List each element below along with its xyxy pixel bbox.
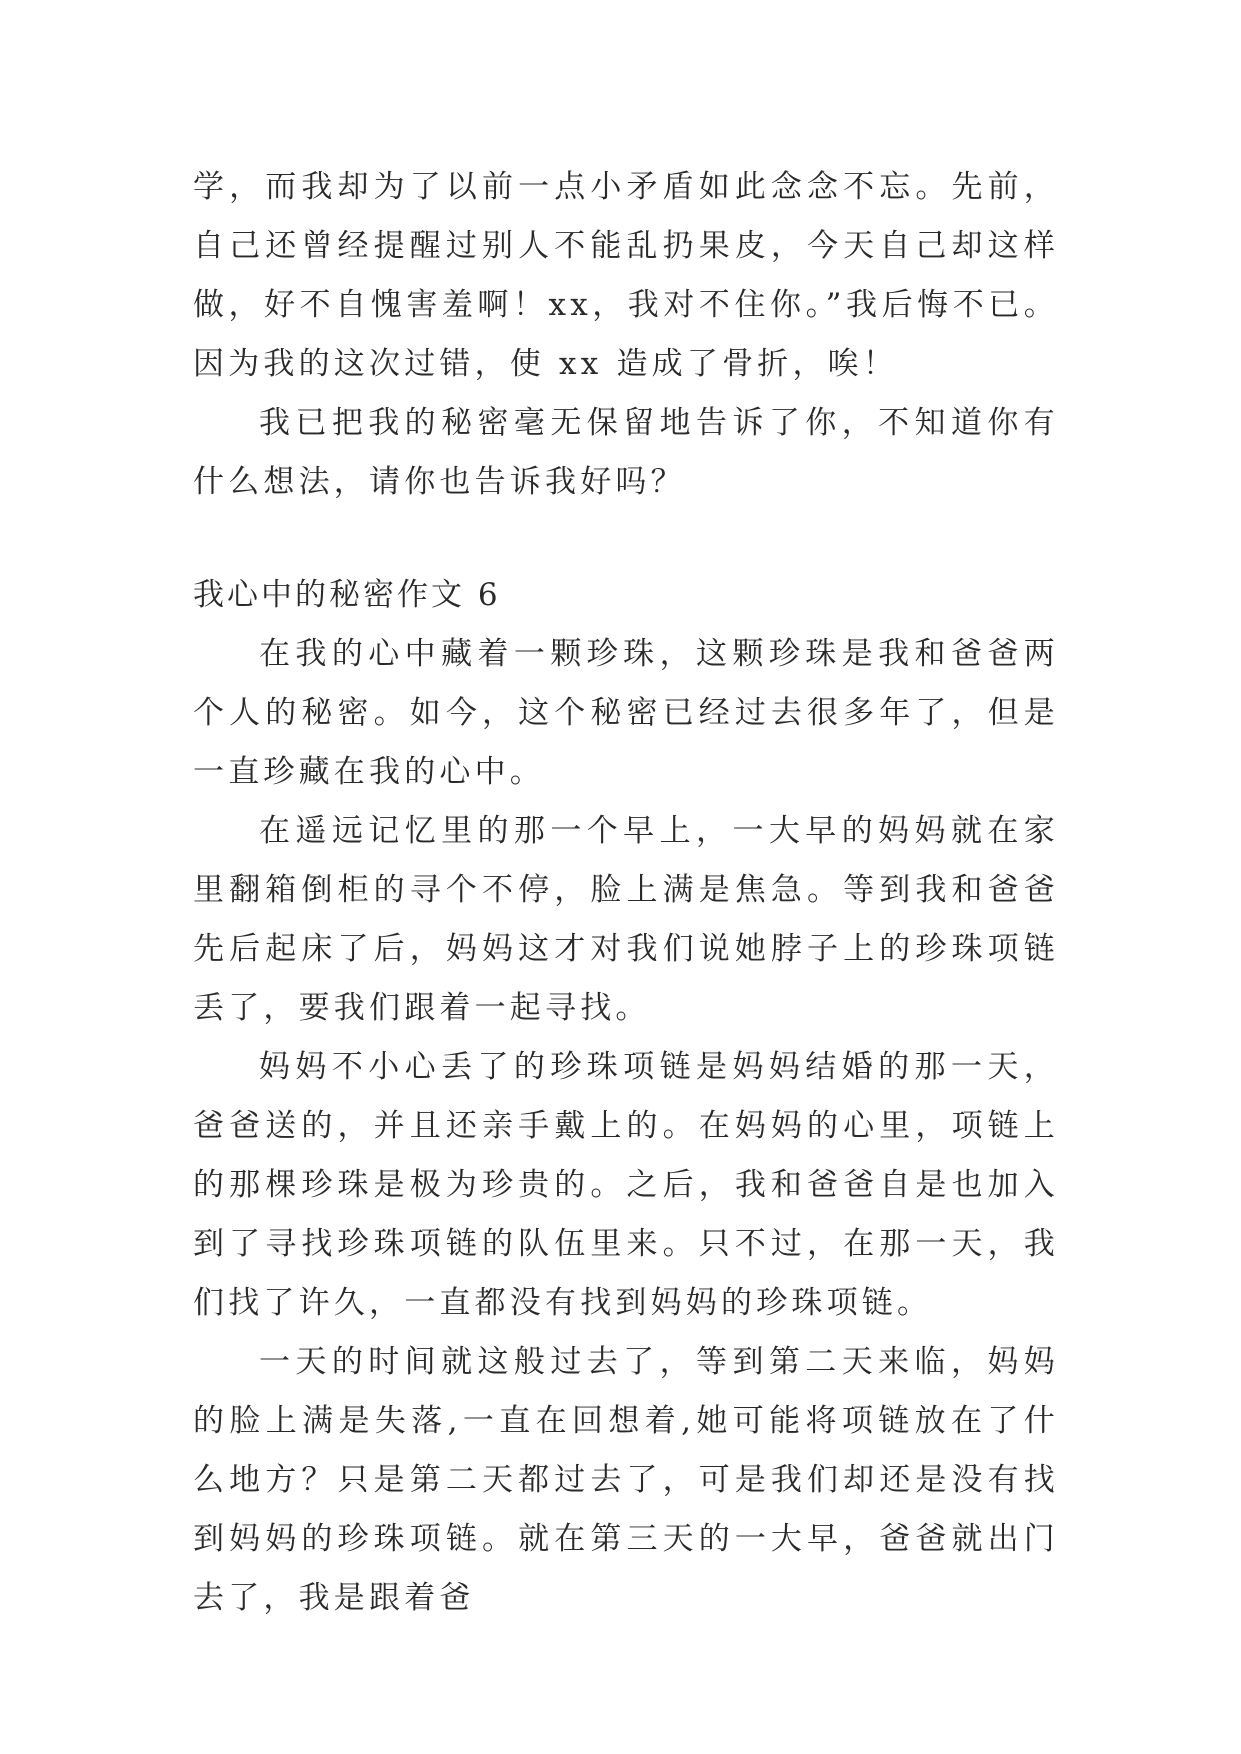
- paragraph: 在遥远记忆里的那一个早上，一大早的妈妈就在家里翻箱倒柜的寻个不停，脸上满是焦急。等到我和爸爸先后起床了后，妈妈这才对我们说她脖子上的珍珠项链丢了，要我们跟着一起寻找。: [193, 813, 1059, 1026]
- document-page: [193, 158, 1059, 1628]
- paragraph: 妈妈不小心丢了的珍珠项链是妈妈结婚的那一天，爸爸送的，并且还亲手戴上的。在妈妈的心里，项链上的那棵珍珠是极为珍贵的。之后，我和爸爸自是也加入到了寻找珍珠项链的队伍里来。只不过，在那一天，我们找了许久，一直都没有找到妈妈的珍珠项链。: [193, 1049, 1059, 1321]
- paragraph-closing: 我已把我的秘密毫无保留地告诉了你，不知道你有什么想法，请你也告诉我好吗？: [193, 405, 1059, 500]
- paragraph: 一天的时间就这般过去了，等到第二天来临，妈妈的脸上满是失落,一直在回想着,她可能将项链放在了什么地方？只是第二天都过去了，可是我们却还是没有找到妈妈的珍珠项链。就在第三天的一大早，爸爸就出门去了，我是跟着爸: [193, 1344, 1059, 1616]
- paragraph-continued: 学，而我却为了以前一点小矛盾如此念念不忘。先前，自己还曾经提醒过别人不能乱扔果皮，今天自己却这样做，好不自愧害羞啊！xx，我对不住你。”我后悔不已。因为我的这次过错，使 xx 造成了骨折，唉！: [193, 169, 1059, 382]
- paragraph: 在我的心中藏着一颗珍珠，这颗珍珠是我和爸爸两个人的秘密。如今，这个秘密已经过去很多年了，但是一直珍藏在我的心中。: [193, 636, 1059, 790]
- section-title: 我心中的秘密作文 6: [193, 577, 501, 613]
